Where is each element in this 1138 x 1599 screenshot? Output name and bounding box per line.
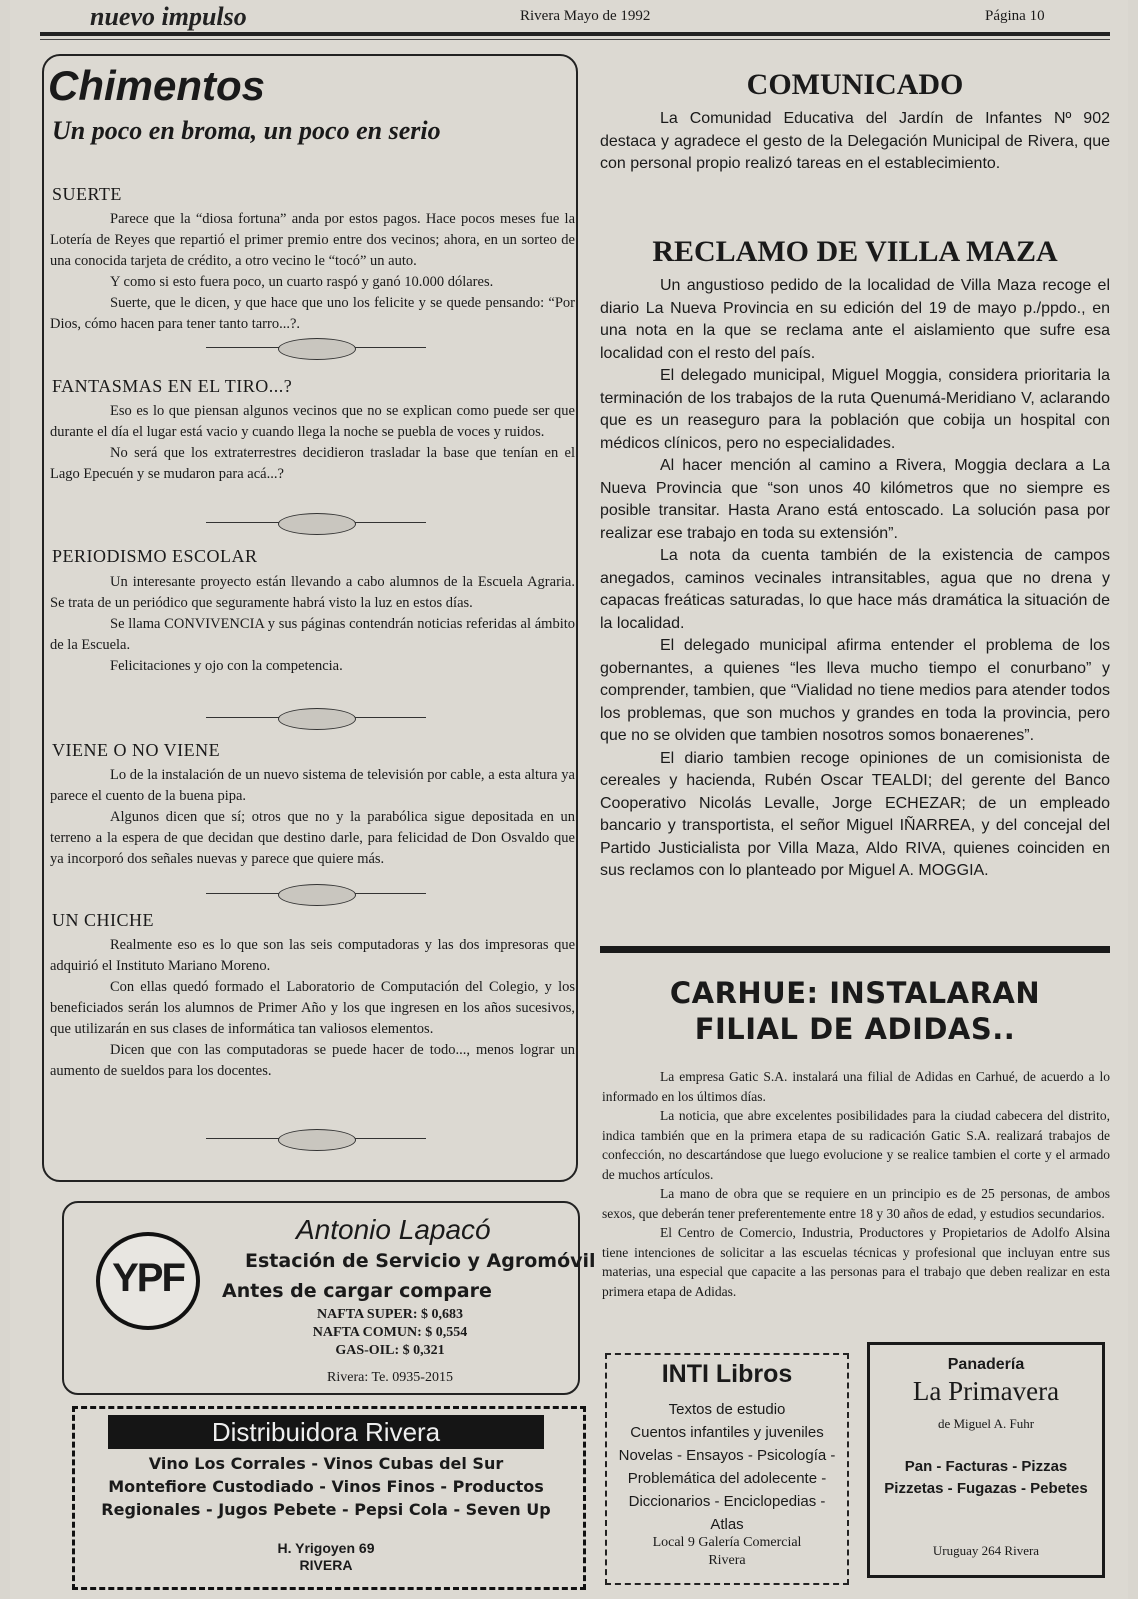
paragraph: Se llama CONVIVENCIA y sus páginas contendrán noticias referidas al ámbito de la Escuela. xyxy=(50,616,575,653)
panaderia-owner: de Miguel A. Fuhr xyxy=(937,1416,1035,1431)
section-heading-fantasmas: FANTASMAS EN EL TIRO...? xyxy=(52,376,293,396)
masthead: nuevo impulso xyxy=(90,2,247,31)
paragraph: Y como si esto fuera poco, un cuarto raspó y ganó 10.000 dólares. xyxy=(110,274,494,290)
paragraph: Eso es lo que piensan algunos vecinos que no se explican como puede ser que durante el día el lugar está vacio y cuando llega la noche se puebla de voces y ruidos. xyxy=(50,403,575,440)
product-line: Problemática del adolecente - xyxy=(627,1470,827,1487)
ypf-service-line: Estación de Servicio y Agromóvil xyxy=(245,1250,596,1272)
paragraph: La noticia, que abre excelentes posibilidades para la ciudad cabecera del distrito, indica también que en la primera etapa de su radicación Gatic S.A. realizará trabajos de confección, no descartándose que luego evolucione y se realice tambien el corte y el armado de muchos artículos. xyxy=(602,1108,1110,1182)
panaderia-products xyxy=(867,1456,1105,1500)
paragraph: La empresa Gatic S.A. instalará una filial de Adidas en Carhué, de acuerdo a lo informado en los últimos días. xyxy=(602,1069,1110,1104)
comunicado-body xyxy=(600,108,1110,176)
panaderia-address: Uruguay 264 Rivera xyxy=(932,1543,1040,1558)
comunicado-title: COMUNICADO xyxy=(746,68,964,101)
carhue-headline-line2: FILIAL DE ADIDAS.. xyxy=(694,1012,1016,1046)
paragraph: Suerte, que le dicen, y que hace que uno los felicite y se quede pensando: “Por Dios, cómo hacen para tener tanto tarro...?. xyxy=(50,295,575,332)
section-heading-suerte: SUERTE xyxy=(52,184,122,204)
paragraph: El diario tambien recoge opiniones de un comisionista de cereales y hacienda, Rubén Oscar TEALDI; del gerente del Banco Cooperativo Nicolás Levalle, Jorge ECHEZAR; de un empleado bancario y transportista, el señor Miguel IÑARREA, y del concejal del Partido Justicialista por Villa Maza, Aldo RIVA, quienes coinciden en sus reclamos con lo planteado por Miguel A. MOGGIA. xyxy=(600,749,1110,879)
panaderia-name: La Primavera xyxy=(912,1376,1060,1406)
product-line: Diccionarios - Enciclopedias - xyxy=(628,1493,826,1510)
price-gas-oil: GAS-OIL: $ 0,321 xyxy=(335,1343,445,1358)
chimentos-subtitle: Un poco en broma, un poco en serio xyxy=(52,116,441,145)
distribuidora-address xyxy=(80,1540,572,1574)
paragraph: Al hacer mención al camino a Rivera, Moggia declara a La Nueva Provincia que “son unos 40 kilómetros que no siempre es posible transitar. Hasta Arano está entoscado. La solución pasa por realizar ese trabajo en toda su extensión”. xyxy=(600,457,1110,542)
paragraph: Un angustioso pedido de la localidad de Villa Maza recoge el diario La Nueva Provincia en su edición del 19 de mayo p./ppdo., en una nota en la que se reclama ante el aislamiento que sufre esa localidad con el resto del país. xyxy=(600,277,1110,362)
paragraph: El delegado municipal afirma entender el problema de los gobernantes, a quienes “les lleva mucho tiempo el conurbano” y comprender, tambien, que “Vialidad no tiene medios para atender todos los problemas, que son muchos y grandes en toda la provincia, pero que no se olviden que tambien nosotros somos bonaerenes”. xyxy=(600,637,1110,744)
oval-divider xyxy=(206,1128,426,1150)
product-line: Pizzetas - Fugazas - Pebetes xyxy=(884,1480,1088,1497)
paragraph: La Comunidad Educativa del Jardín de Infantes Nº 902 destaca y agradece el gesto de la Delegación Municipal de Rivera, que con personal propio realizó tareas en el establecimiento. xyxy=(600,110,1110,172)
address-city: Rivera xyxy=(708,1553,746,1568)
ypf-owner-name: Antonio Lapacó xyxy=(296,1214,491,1245)
reclamo-title: RECLAMO DE VILLA MAZA xyxy=(652,235,1058,268)
paragraph: El Centro de Comercio, Industria, Productores y Propietarios de Adolfo Alsina tiene intenciones de solicitar a las escuelas técnicas y profesional que incluyan entre sus materias, una especial que capacite a las personas para el trabajo que deben realizar en esta primera etapa de Adidas. xyxy=(602,1225,1110,1299)
section-body-suerte xyxy=(50,209,575,335)
carhue-headline-line1: CARHUE: INSTALARAN xyxy=(669,976,1041,1010)
section-rule xyxy=(600,946,1110,953)
price-nafta-comun: NAFTA COMUN: $ 0,554 xyxy=(312,1325,468,1340)
distribuidora-title: Distribuidora Rivera xyxy=(108,1415,544,1449)
header-rule-thin xyxy=(40,39,1110,40)
section-heading-chiche: UN CHICHE xyxy=(52,910,154,930)
paragraph: No será que los extraterrestres decidieron trasladar la base que tenían en el Lago Epecuén y se mudaron para acá...? xyxy=(50,445,575,482)
ypf-compare-line: Antes de cargar compare xyxy=(222,1280,492,1302)
paragraph: Dicen que con las computadoras se puede hacer de todo..., menos lograr un aumento de sueldos para los docentes. xyxy=(50,1042,575,1079)
distribuidora-products xyxy=(80,1452,572,1521)
ypf-contact: Rivera: Te. 0935-2015 xyxy=(327,1370,453,1385)
product-line: Regionales - Jugos Pebete - Pepsi Cola - Seven Up xyxy=(101,1500,551,1519)
section-heading-periodismo: PERIODISMO ESCOLAR xyxy=(52,546,258,566)
panaderia-label: Panadería xyxy=(947,1356,1025,1373)
address-city: RIVERA xyxy=(299,1557,353,1573)
product-line: Pan - Facturas - Pizzas xyxy=(904,1458,1068,1475)
paragraph: Parece que la “diosa fortuna” anda por estos pagos. Hace pocos meses fue la Lotería de Reyes que repartió el primer premio entre dos vecinos; ahora, en un sorteo de una conocida tarjeta de crédito, a otro vecino le “tocó” un auto. xyxy=(50,211,575,269)
inti-products xyxy=(605,1398,849,1536)
price-nafta-super: NAFTA SUPER: $ 0,683 xyxy=(317,1307,463,1322)
oval-divider xyxy=(206,512,426,534)
paragraph: El delegado municipal, Miguel Moggia, considera prioritaria la terminación de los trabajos de la ruta Quenumá-Meridiano V, aclarando que es un reaseguro para la población que cobija un hospital con médicos clínicos, pero no especialidades. xyxy=(600,367,1110,452)
inti-title: INTI Libros xyxy=(661,1360,793,1388)
paragraph: Felicitaciones y ojo con la competencia. xyxy=(110,658,343,674)
oval-divider xyxy=(206,883,426,905)
paragraph: La mano de obra que se requiere en un principio es de 25 personas, de ambos sexos, que deberán tener preferentemente entre 18 y 30 años de edad, y estudios secundarios. xyxy=(602,1186,1110,1221)
paragraph: Con ellas quedó formado el Laboratorio de Computación del Colegio, y los beneficiados serán los alumnos de Primer Año y los que ingresen en los años sucesivos, que utilizarán en sus clases de informática tan valiosos elementos. xyxy=(50,979,575,1037)
oval-divider xyxy=(206,707,426,729)
chimentos-title: Chimentos xyxy=(48,62,266,109)
page-number: Página 10 xyxy=(985,8,1045,24)
paragraph: La nota da cuenta también de la existencia de campos anegados, caminos vecinales intransitables, agua que no drena y capacas freáticas saturadas, lo que hace más dramática la situación de la localidad. xyxy=(600,547,1110,632)
section-body-fantasmas xyxy=(50,401,575,485)
ypf-prices xyxy=(200,1306,580,1360)
ypf-logo-text: YPF xyxy=(112,1256,184,1300)
oval-divider xyxy=(206,337,426,359)
product-line: Cuentos infantiles y juveniles xyxy=(630,1424,824,1441)
paragraph: Lo de la instalación de un nuevo sistema de televisión por cable, a esta altura ya parece el cuento de la buena pipa. xyxy=(50,767,575,804)
address-street: Local 9 Galería Comercial xyxy=(652,1535,802,1550)
header-rule xyxy=(40,32,1110,36)
product-line: Montefiore Custodiado - Vinos Finos - Productos xyxy=(108,1477,544,1496)
inti-address xyxy=(605,1534,849,1570)
carhue-headline xyxy=(600,975,1110,1047)
reclamo-body xyxy=(600,275,1110,883)
section-heading-viene: VIENE O NO VIENE xyxy=(52,740,221,760)
section-body-chiche xyxy=(50,935,575,1082)
product-line: Novelas - Ensayos - Psicología - xyxy=(618,1447,836,1464)
paragraph: Realmente eso es lo que son las seis computadoras y las dos impresoras que adquirió el Instituto Mariano Moreno. xyxy=(50,937,575,974)
paragraph: Un interesante proyecto están llevando a cabo alumnos de la Escuela Agraria. Se trata de un periódico que seguramente habrá visto la luz en estos días. xyxy=(50,574,575,611)
section-body-viene xyxy=(50,765,575,870)
carhue-body xyxy=(602,1067,1110,1301)
paragraph: Algunos dicen que sí; otros que no y la parabólica sigue depositada en un terreno a la espera de que decidan que destino darle, para felicidad de Don Osvaldo que ya incorporó dos señales nuevas y parece que quiere más. xyxy=(50,809,575,867)
product-line: Vino Los Corrales - Vinos Cubas del Sur xyxy=(148,1454,504,1473)
product-line: Atlas xyxy=(710,1516,744,1533)
section-body-periodismo xyxy=(50,572,575,677)
ypf-logo xyxy=(96,1232,200,1330)
address-street: H. Yrigoyen 69 xyxy=(277,1540,375,1556)
issue-date: Rivera Mayo de 1992 xyxy=(520,8,651,24)
product-line: Textos de estudio xyxy=(668,1401,786,1418)
